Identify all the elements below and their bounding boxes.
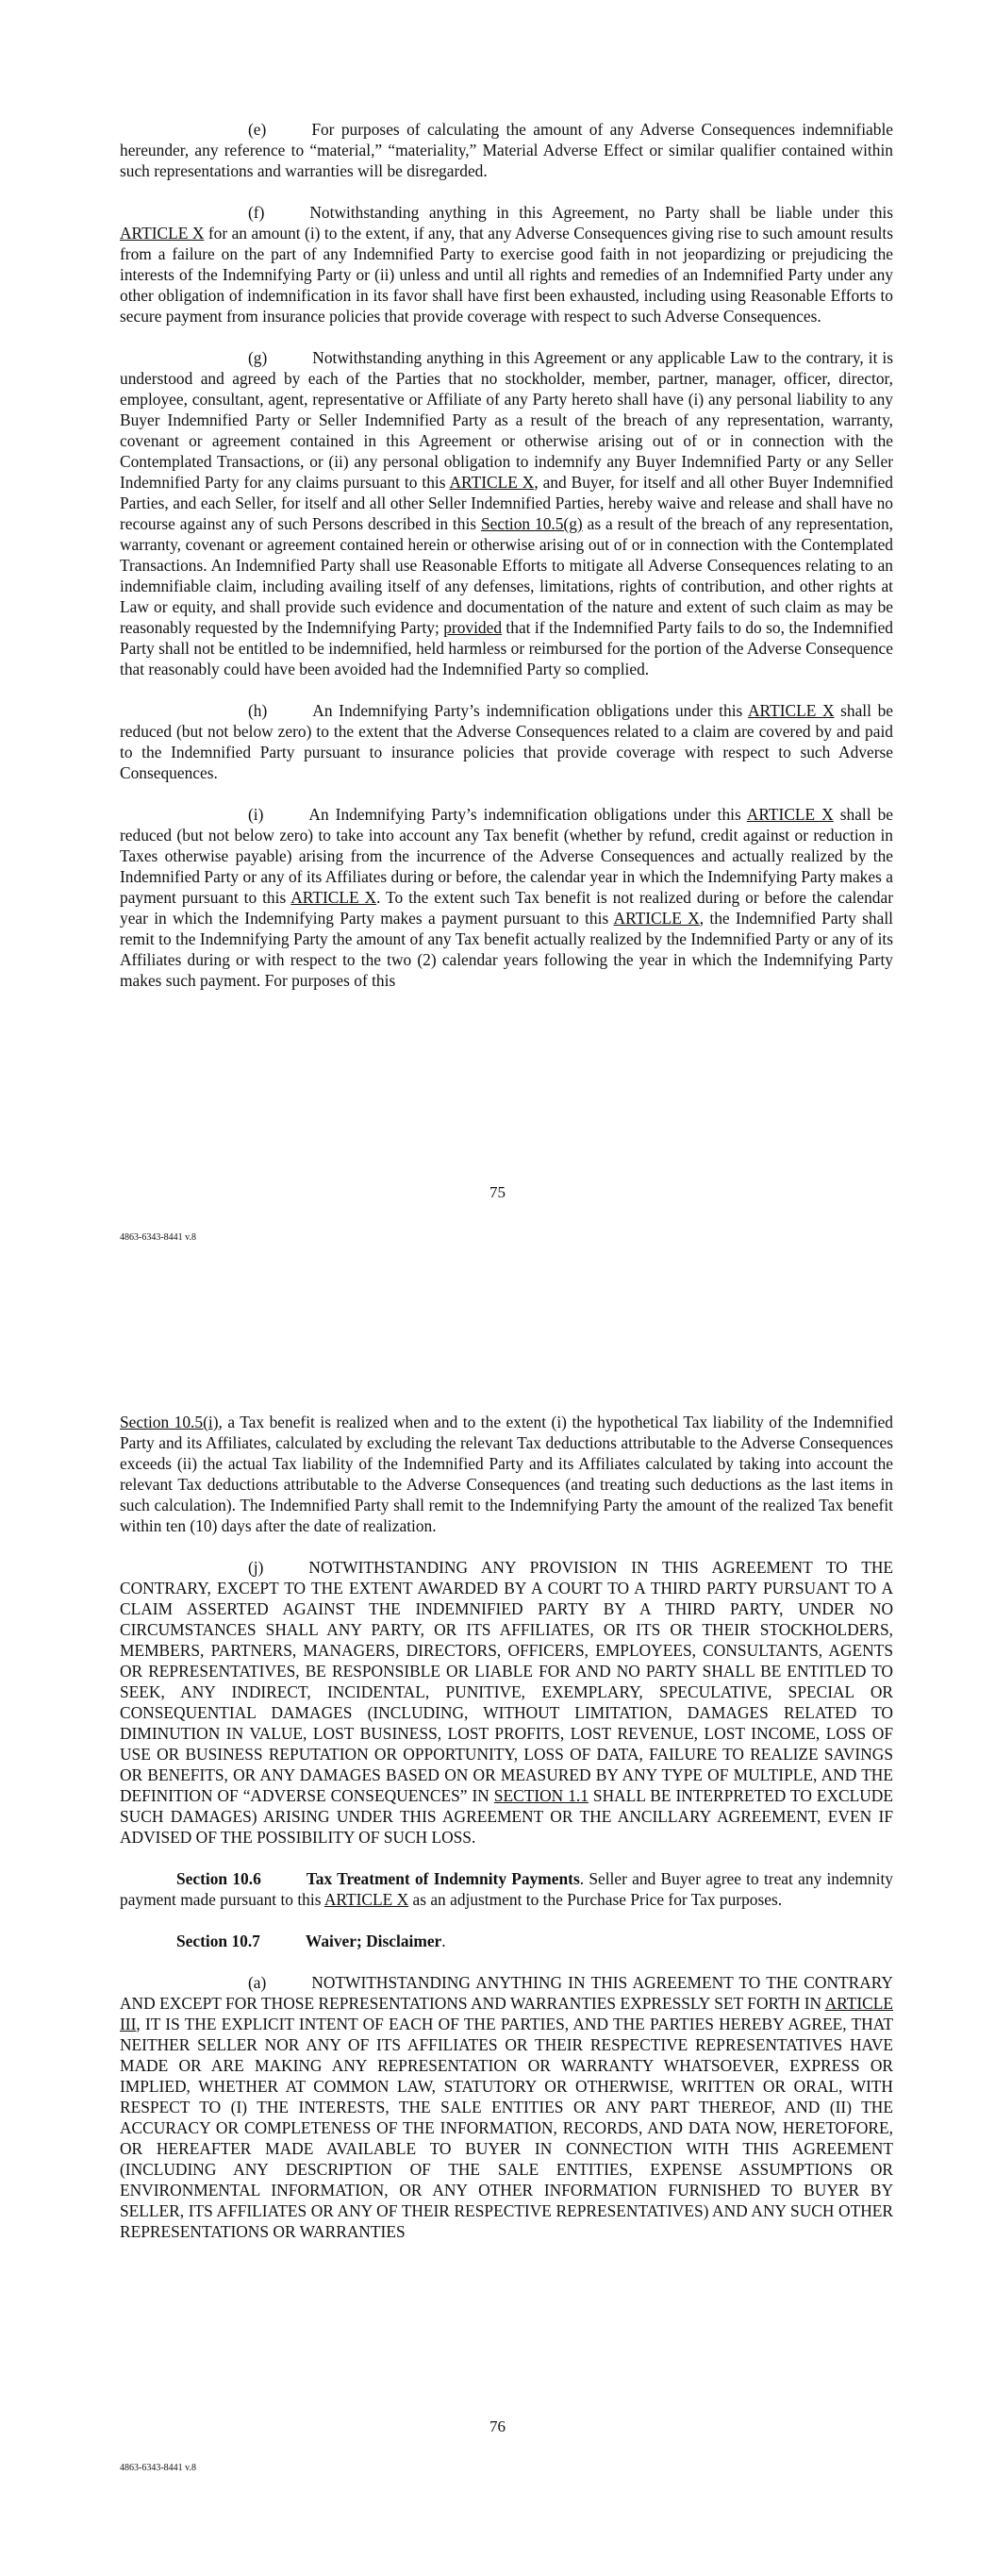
- page-number: 76: [489, 2417, 506, 2435]
- paragraph-g-label: (g): [248, 348, 268, 367]
- section-10-7: [120, 1931, 893, 1951]
- article-x-link: ARTICLE X: [747, 701, 835, 720]
- section-10-7-period: .: [441, 1932, 446, 1950]
- paragraph-j-text: NOTWITHSTANDING ANY PROVISION IN THIS AGREEMENT TO THE CONTRARY, EXCEPT TO THE EXTENT AWARDED BY A COURT TO A THIRD PARTY PURSUANT TO A CLAIM ASSERTED AGAINST THE INDEMNIFIED PARTY BY A THIRD PARTY, UNDER NO CIRCUMSTANCES SHALL ANY PARTY, OR ITS AFFILIATES, OR ITS OR THEIR STOCKHOLDERS, MEMBERS, PARTNERS, MANAGERS, DIRECTORS, OFFICERS, EMPLOYEES, CONSULTANTS, AGENTS OR REPRESENTATIVES, BE RESPONSIBLE OR LIABLE FOR AND NO PARTY SHALL BE ENTITLED TO SEEK, ANY INDIRECT, INCIDENTAL, PUNITIVE, EXEMPLARY, SPECULATIVE, SPECIAL OR CONSEQUENTIAL DAMAGES (INCLUDING, WITHOUT LIMITATION, DAMAGES RELATED TO DIMINUTION IN VALUE, LOST BUSINESS, LOST PROFITS, LOST REVENUE, LOST INCOME, LOSS OF USE OR BUSINESS REPUTATION OR OPPORTUNITY, LOSS OF DATA, FAILURE TO REALIZE SAVINGS OR BENEFITS, OR ANY DAMAGES BASED ON OR MEASURED BY ANY TYPE OF MULTIPLE, AND THE DEFINITION OF “ADVERSE CONSEQUENCES” IN: [120, 1558, 893, 1805]
- paragraph-g-text-3: as a result of the breach of any representation, warranty, covenant or agreement contained herein or otherwise arising out of or in connection with the Contemplated Transactions. An Indemnified Party shall use Reasonable Efforts to mitigate all Adverse Consequences relating to an indemnifiable claim, including availing itself of any defenses, limitations, rights of contribution, and other rights at Law or equity, and shall provide such evidence and documentation of the nature and extent of such claim as may be reasonably requested by the Indemnifying Party;: [120, 514, 893, 637]
- paragraph-g-text: Notwithstanding anything in this Agreement or any applicable Law to the contrary, it is understood and agreed by each of the Parties that no stockholder, member, partner, manager, officer, director, employee, consultant, agent, representative or Affiliate of any Party hereto shall have (i) any personal liability to any Buyer Indemnified Party or Seller Indemnified Party as a result of the breach of any representation, warranty, covenant or agreement contained in this Agreement or otherwise arising out of or in connection with the Contemplated Transactions, or (ii) any personal obligation to indemnify any Buyer Indemnified Party or any Seller Indemnified Party for any claims pursuant to this: [120, 348, 893, 492]
- paragraph-e-label: (e): [248, 120, 267, 139]
- paragraph-i-text: An Indemnifying Party’s indemnification obligations under this: [308, 805, 747, 824]
- paragraph-j-label: (j): [248, 1558, 264, 1577]
- paragraph-f: [120, 202, 893, 326]
- paragraph-g-text-4: that if the Indemnified Party fails to do so, the Indemnified Party shall not be entitled to be indemnified, held harmless or reimbursed for the portion of the Adverse Consequence that reasonably could have been avoided had the Indemnified Party so complied.: [120, 618, 893, 678]
- paragraph-a-text: NOTWITHSTANDING ANYTHING IN THIS AGREEMENT TO THE CONTRARY AND EXCEPT FOR THOSE REPRESENTATIONS AND WARRANTIES EXPRESSLY SET FORTH IN: [120, 1973, 893, 2013]
- section-10-7-number: Section 10.7: [176, 1932, 260, 1950]
- section-10-6-text-2: as an adjustment to the Purchase Price for Tax purposes.: [408, 1890, 783, 1909]
- paragraph-a-text-2: , IT IS THE EXPLICIT INTENT OF EACH OF THE PARTIES, AND THE PARTIES HEREBY AGREE, THAT NEITHER SELLER NOR ANY OF ITS AFFILIATES OR THEIR RESPECTIVE REPRESENTATIVES HAVE MADE OR ARE MAKING ANY REPRESENTATION OR WARRANTY WHATSOEVER, EXPRESS OR IMPLIED, WHETHER AT COMMON LAW, STATUTORY OR OTHERWISE, WRITTEN OR ORAL, WITH RESPECT TO (I) THE INTERESTS, THE SALE ENTITIES OR ANY PART THEREOF, AND (II) THE ACCURACY OR COMPLETENESS OF THE INFORMATION, RECORDS, AND DATA NOW, HERETOFORE, OR HEREAFTER MADE AVAILABLE TO BUYER IN CONNECTION WITH THIS AGREEMENT (INCLUDING ANY DESCRIPTION OF THE SALE ENTITIES, EXPENSE ASSUMPTIONS OR ENVIRONMENTAL INFORMATION, OR ANY OTHER INFORMATION FURNISHED TO BUYER BY SELLER, ITS AFFILIATES OR ANY OF THEIR RESPECTIVE REPRESENTATIVES) AND ANY SUCH OTHER REPRESENTATIONS OR WARRANTIES: [120, 2015, 893, 2241]
- section-10-7-heading: Waiver; Disclaimer: [305, 1932, 442, 1950]
- document-id: 4863-6343-8441 v.8: [120, 2463, 197, 2473]
- page-75-body: [120, 119, 893, 1012]
- document-id: 4863-6343-8441 v.8: [120, 1232, 197, 1243]
- section-10-6: [120, 1868, 893, 1910]
- paragraph-i-label: (i): [248, 805, 264, 824]
- paragraph-h-text-2: shall be reduced (but not below zero) to the extent that the Adverse Consequences related to a claim are covered by and paid to the Indemnified Party pursuant to insurance policies that provide coverage with respect to such Adverse Consequences.: [120, 701, 893, 782]
- paragraph-g-text-2: , and Buyer, for itself and all other Buyer Indemnified Parties, and each Seller, for itself and all other Seller Indemnified Parties, hereby waive and release and shall have no recourse against any of such Persons described in this: [120, 473, 893, 533]
- page-76: [0, 1288, 995, 2576]
- article-x-link: ARTICLE X: [290, 888, 377, 907]
- paragraph-i-continued: [120, 1412, 893, 1536]
- article-x-link: ARTICLE X: [449, 473, 535, 492]
- paragraph-e-text: For purposes of calculating the amount of any Adverse Consequences indemnifiable hereunder, any reference to “material,” “materiality,” Material Adverse Effect or similar qualifier contained within such representations and warranties will be disregarded.: [120, 120, 893, 180]
- section-1-1-link: SECTION 1.1: [493, 1786, 589, 1805]
- paragraph-a: [120, 1972, 893, 2242]
- paragraph-i: [120, 804, 893, 991]
- paragraph-f-text: Notwithstanding anything in this Agreement, no Party shall be liable under this: [309, 203, 893, 222]
- section-10-5i-link: Section 10.5(i): [120, 1413, 219, 1431]
- paragraph-i-continued-text: , a Tax benefit is realized when and to the extent (i) the hypothetical Tax liability of the Indemnified Party and its Affiliates, calculated by excluding the relevant Tax deductions attributable to the Adverse Consequences exceeds (ii) the actual Tax liability of the Indemnified Party and its Affiliates calculated by taking into account the relevant Tax deductions attributable to the Adverse Consequences (and treating such deductions as the last items in such calculation). The Indemnified Party shall remit to the Indemnifying Party the amount of the realized Tax benefit within ten (10) days after the date of realization.: [120, 1413, 894, 1535]
- paragraph-g: [120, 347, 893, 679]
- paragraph-a-label: (a): [248, 1973, 267, 1992]
- section-10-6-number: Section 10.6: [176, 1869, 261, 1888]
- article-x-link: ARTICLE X: [613, 909, 700, 928]
- section-10-5g-link: Section 10.5(g): [480, 514, 583, 533]
- paragraph-j: [120, 1557, 893, 1848]
- section-10-6-text: . Seller and Buyer agree to treat any indemnity payment made pursuant to this: [120, 1869, 893, 1909]
- article-x-link: ARTICLE X: [746, 805, 834, 824]
- paragraph-f-text-2: for an amount (i) to the extent, if any, that any Adverse Consequences giving rise to such amount results from a failure on the part of any Indemnified Party to exercise good faith in not jeopardizing or prejudicing the interests of the Indemnifying Party or (ii) unless and until all rights and remedies of an Indemnified Party under any other obligation of indemnification in its favor shall have first been exhausted, including using Reasonable Efforts to secure payment from insurance policies that provide coverage with respect to such Adverse Consequences.: [120, 224, 894, 326]
- article-x-link: ARTICLE X: [323, 1890, 409, 1909]
- provided-term: provided: [443, 618, 503, 637]
- section-10-6-heading: Tax Treatment of Indemnity Payments: [306, 1869, 580, 1888]
- paragraph-i-text-4: , the Indemnified Party shall remit to the Indemnifying Party the amount of any Tax benefit actually realized by the Indemnified Party or any of its Affiliates during or with respect to the two (2) calendar years following the year in which the Indemnifying Party makes such payment. For purposes of this: [120, 909, 894, 990]
- paragraph-i-text-3: . To the extent such Tax benefit is not realized during or before the calendar year in which the Indemnifying Party makes a payment pursuant to this: [120, 888, 894, 928]
- paragraph-i-text-2: shall be reduced (but not below zero) to take into account any Tax benefit (whether by refund, credit against or reduction in Taxes otherwise payable) arising from the incurrence of the Adverse Consequences and actually realized by the Indemnified Party or any of its Affiliates during or before, the calendar year in which the Indemnifying Party makes a payment pursuant to this: [120, 805, 893, 907]
- paragraph-h-label: (h): [248, 701, 268, 720]
- paragraph-h: [120, 700, 893, 783]
- paragraph-j-text-2: SHALL BE INTERPRETED TO EXCLUDE SUCH DAMAGES) ARISING UNDER THIS AGREEMENT OR THE ANCILLARY AGREEMENT, EVEN IF ADVISED OF THE POSSIBILITY OF SUCH LOSS.: [120, 1786, 893, 1847]
- paragraph-f-label: (f): [248, 203, 265, 222]
- page-76-body: [120, 1412, 893, 2263]
- article-x-link: ARTICLE X: [120, 224, 205, 243]
- paragraph-h-text: An Indemnifying Party’s indemnification obligations under this: [312, 701, 748, 720]
- paragraph-e: [120, 119, 893, 181]
- page-number: 75: [489, 1183, 506, 1201]
- article-iii-link: ARTICLE III: [120, 1994, 893, 2033]
